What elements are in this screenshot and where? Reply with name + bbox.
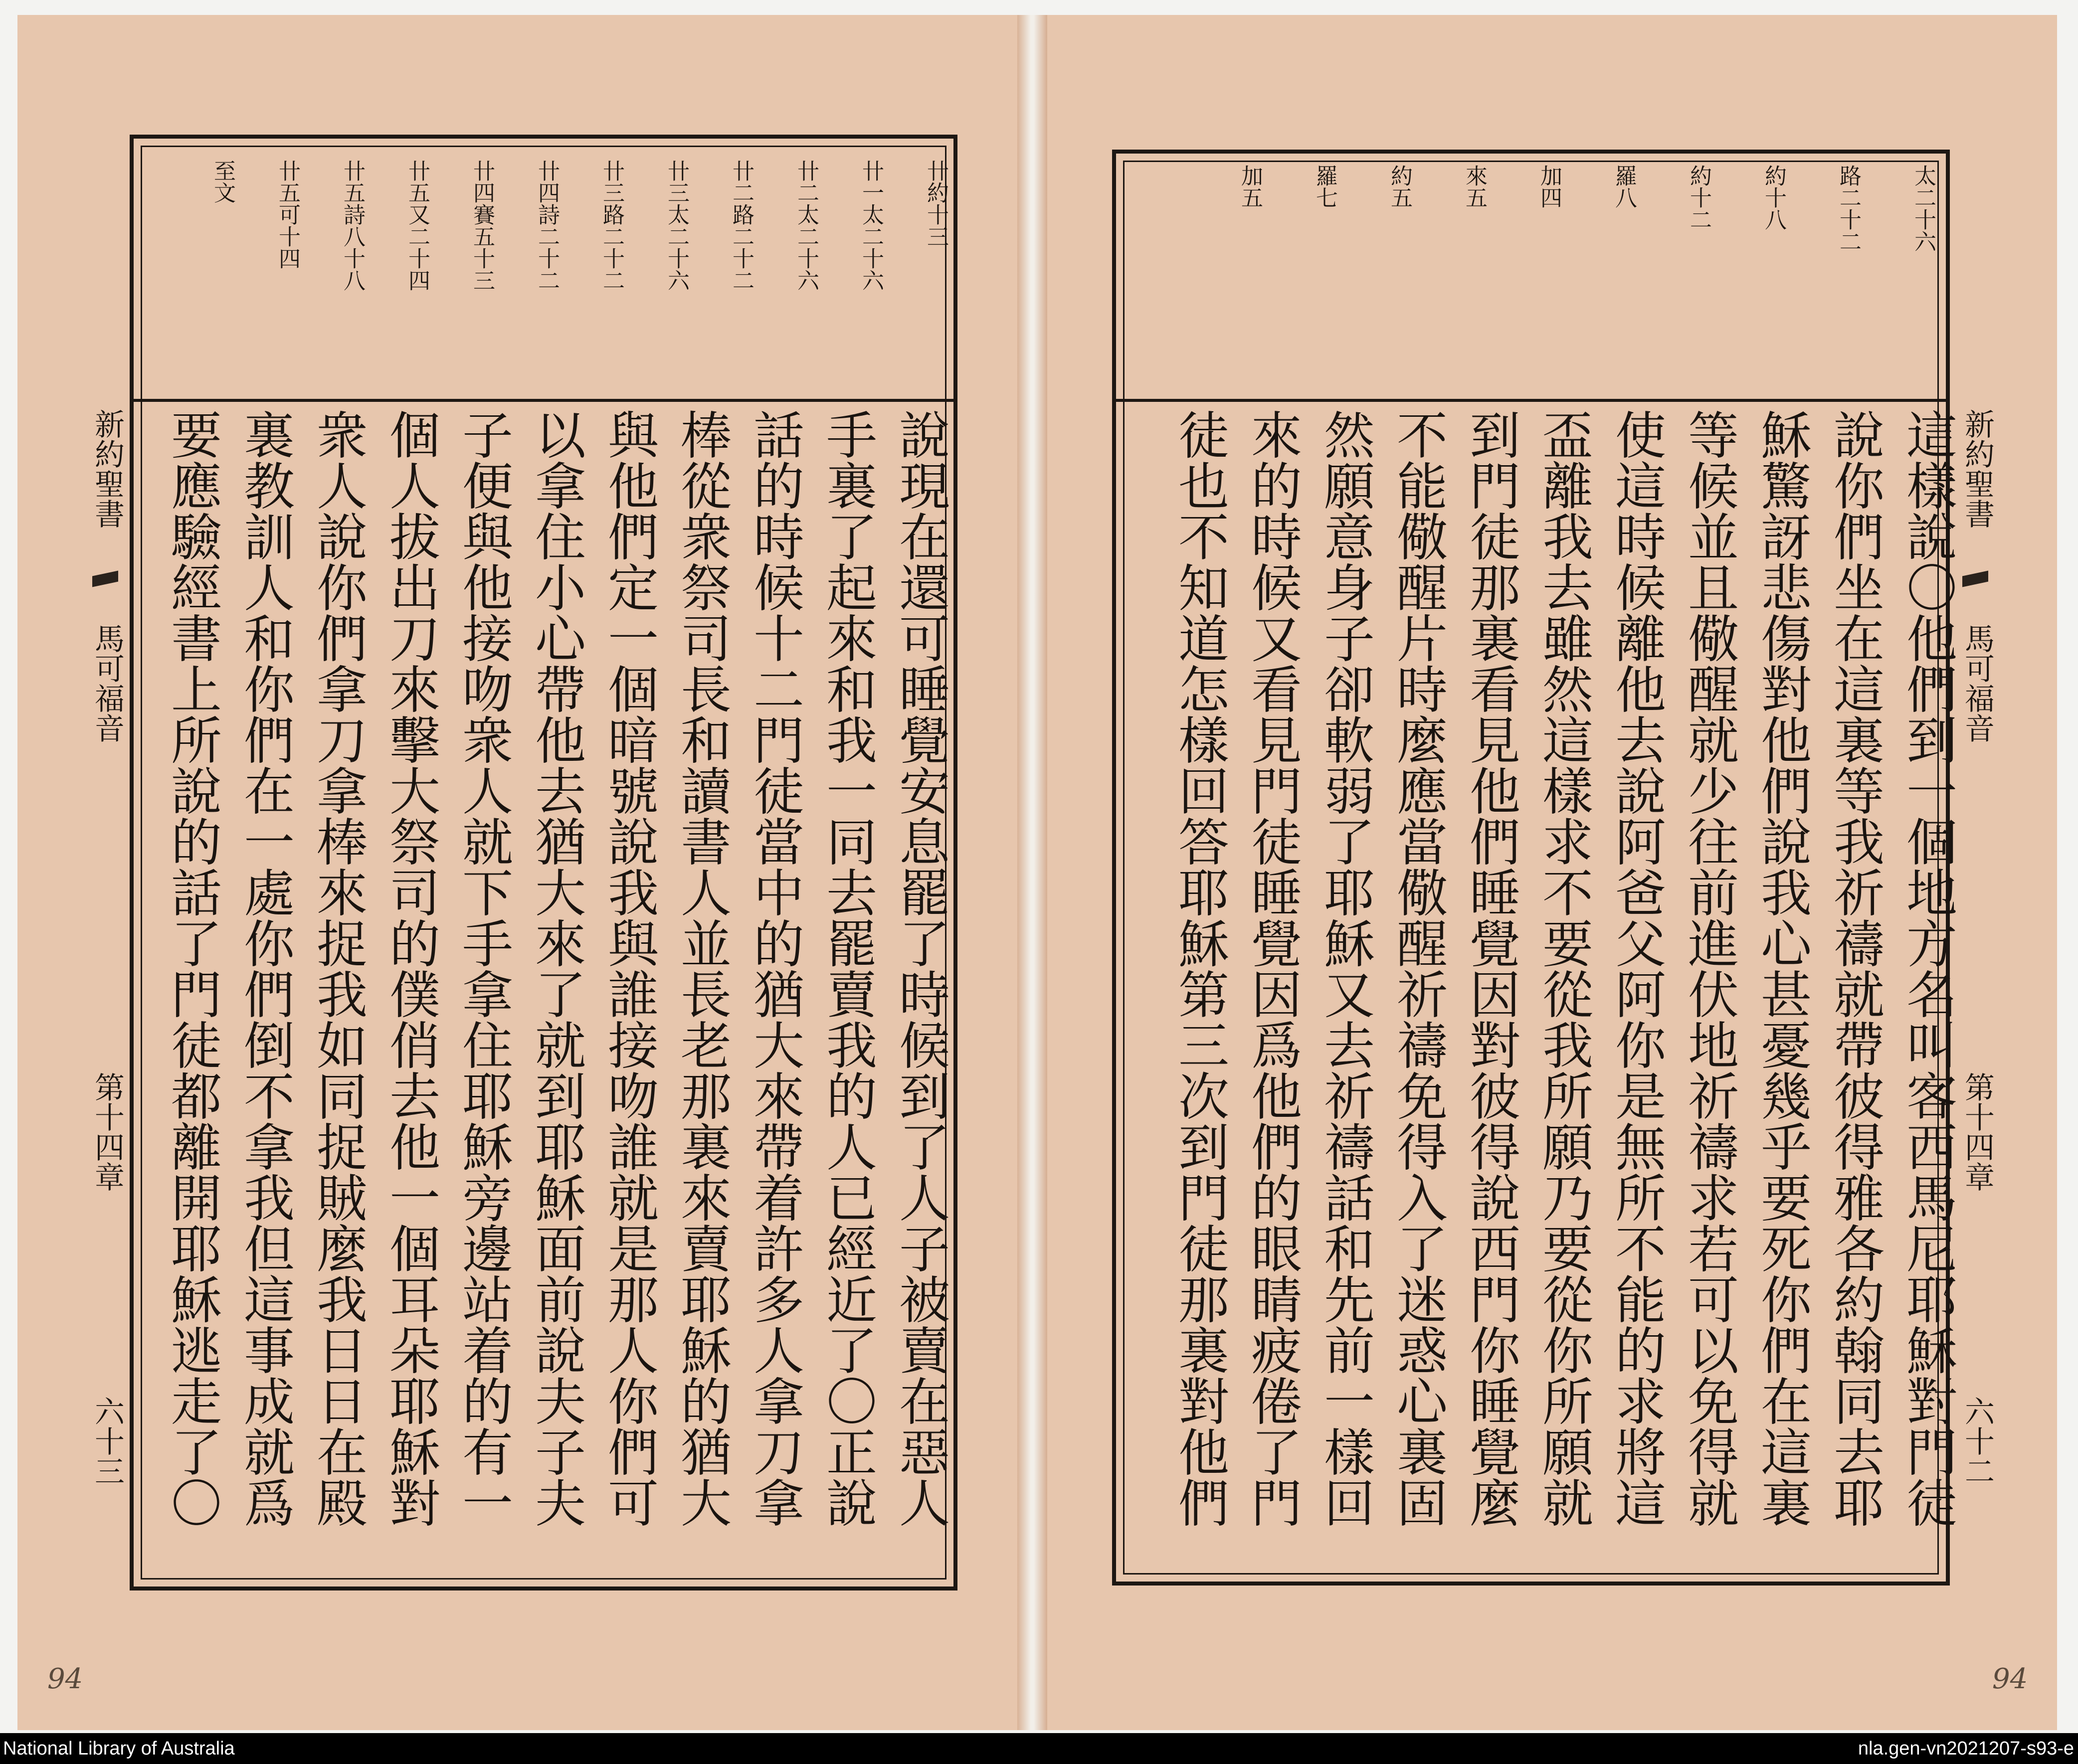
right-cross-reference-note: 羅七 xyxy=(1312,165,1337,208)
left-cross-reference-note: 卄五可十四 xyxy=(275,160,300,269)
left-cross-reference-note: 卄三路二十二 xyxy=(599,160,624,291)
left-text-column: 手裏了起來和我一同去罷賣我的人已經近了〇正說 xyxy=(818,409,877,1528)
right-text-column: 說你們坐在這裏等我祈禱就帶彼得雅各約翰同去耶 xyxy=(1825,409,1885,1528)
left-cross-reference-note: 卄約十三 xyxy=(923,160,948,247)
left-chapter: 第十四章 xyxy=(90,1072,125,1192)
left-cross-reference-note: 卄四詩二十二 xyxy=(534,160,560,291)
right-running-title: 新約聖書 xyxy=(1960,409,1995,529)
left-cross-reference-note: 至文 xyxy=(210,160,235,203)
right-cross-reference-note: 加五 xyxy=(1237,165,1263,208)
left-text-column: 與他們定一個暗號說我與誰接吻誰就是那人你們可 xyxy=(599,409,659,1528)
right-text-column: 等候並且儆醒就少往前進伏地祈禱求若可以免得就 xyxy=(1680,409,1739,1528)
right-handwritten-number: 94 xyxy=(1992,1663,2028,1695)
right-cross-reference-note: 約十八 xyxy=(1761,165,1786,230)
right-text-column: 然願意身子卻軟弱了耶穌又去祈禱話和先前一樣回 xyxy=(1316,409,1375,1528)
left-text-column: 話的時候十二門徒當中的猶大來帶着許多人拿刀拿 xyxy=(745,409,804,1528)
left-handwritten-number: 94 xyxy=(47,1663,83,1695)
left-cross-reference-note: 卄一太二十六 xyxy=(858,160,884,291)
right-text-column: 到門徒那裏看見他們睡覺因對彼得說西門你睡覺麼 xyxy=(1461,409,1520,1528)
right-text-column: 不能儆醒片時麼應當儆醒祈禱免得入了迷惑心裏固 xyxy=(1388,409,1448,1528)
right-chapter: 第十四章 xyxy=(1960,1072,1995,1192)
left-notes-divider xyxy=(130,399,957,402)
book-gutter xyxy=(1017,15,1047,1730)
left-cross-reference-note: 卄四賽五十三 xyxy=(469,160,495,291)
right-cross-reference-note: 來五 xyxy=(1462,165,1487,208)
left-cross-reference-note: 卄二路二十二 xyxy=(729,160,754,291)
right-cross-reference-note: 約十二 xyxy=(1686,165,1711,230)
left-text-column: 子便與他接吻衆人就下手拿住耶穌旁邊站着的有一 xyxy=(454,409,513,1528)
left-cross-reference-note: 卄三太二十六 xyxy=(664,160,689,291)
right-text-column: 來的時候又看見門徒睡覺因爲他們的眼睛疲倦了門 xyxy=(1243,409,1302,1528)
left-text-column: 以拿住小心帶他去猶大來了就到耶穌面前說夫子夫 xyxy=(527,409,586,1528)
left-text-column: 棒從衆祭司長和讀書人並長老那裏來賣耶穌的猶大 xyxy=(672,409,732,1528)
right-text-column: 徒也不知道怎樣回答耶穌第三次到門徒那裏對他們 xyxy=(1170,409,1229,1528)
left-text-column: 要應驗經書上所說的話了門徒都離開耶穌逃走了〇 xyxy=(163,409,222,1528)
right-cross-reference-note: 加四 xyxy=(1536,165,1562,208)
right-page-number: 六十二 xyxy=(1960,1396,1995,1486)
left-text-column: 個人拔出刀來擊大祭司的僕俏去他一個耳朵耶穌對 xyxy=(381,409,440,1528)
footer-identifier: nla.gen-vn2021207-s93-e xyxy=(1858,1738,2074,1759)
left-text-column: 裏教訓人和你們在一處你們倒不拿我但這事成就爲 xyxy=(235,409,295,1528)
left-cross-reference-note: 卄五詩八十八 xyxy=(340,160,365,291)
footer-institution: National Library of Australia xyxy=(3,1738,235,1759)
left-cross-reference-note: 卄二太二十六 xyxy=(793,160,819,291)
footer-bar xyxy=(0,1733,2078,1764)
right-notes-divider xyxy=(1112,399,1950,402)
left-page-number: 六十三 xyxy=(90,1396,125,1486)
right-text-column: 穌驚訝悲傷對他們說我心甚憂幾乎要死你們在這裏 xyxy=(1752,409,1812,1528)
right-text-column: 盃離我去雖然這樣求不要從我所願乃要從你所願就 xyxy=(1534,409,1593,1528)
right-cross-reference-note: 太二十六 xyxy=(1910,165,1936,252)
left-book-title: 馬可福音 xyxy=(90,623,125,743)
right-cross-reference-note: 約五 xyxy=(1387,165,1412,208)
left-text-column: 說現在還可睡覺安息罷了時候到了人子被賣在惡人 xyxy=(891,409,950,1528)
right-text-column: 使這時候離他去說阿爸父阿你是無所不能的求將這 xyxy=(1607,409,1666,1528)
right-text-column: 這樣說〇他們到一個地方名叫客西馬尼耶穌對門徒 xyxy=(1898,409,1957,1528)
right-book-title: 馬可福音 xyxy=(1960,623,1995,743)
right-cross-reference-note: 羅八 xyxy=(1611,165,1637,208)
right-cross-reference-note: 路二十二 xyxy=(1836,165,1861,252)
left-cross-reference-note: 卄五又二十四 xyxy=(404,160,430,291)
left-text-column: 衆人說你們拿刀拿棒來捉我如同捉賊麼我日日在殿 xyxy=(308,409,368,1528)
left-running-title: 新約聖書 xyxy=(90,409,125,529)
